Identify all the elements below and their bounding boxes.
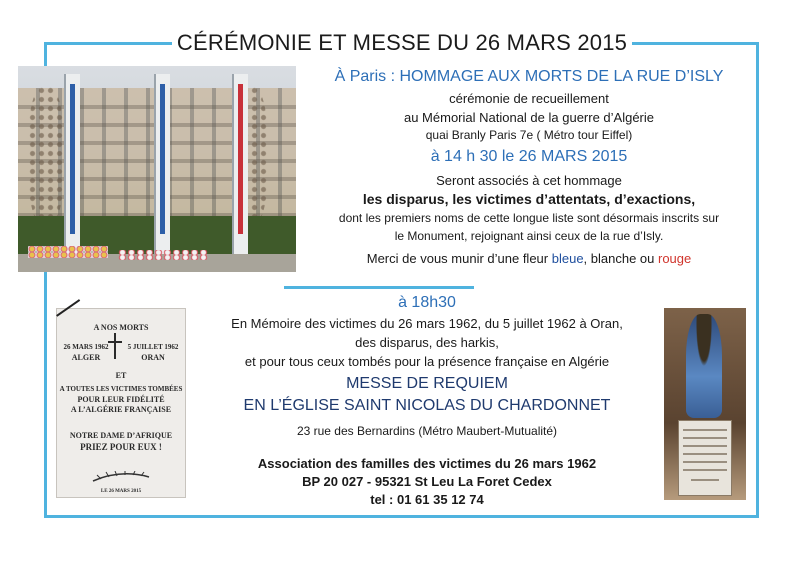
mass-line: En Mémoire des victimes du 26 mars 1962, du 5 juillet 1962 à Oran, bbox=[231, 316, 623, 331]
paris-flower-line bbox=[300, 251, 758, 266]
mass-address: 23 rue des Bernardins (Métro Maubert-Mutualité) bbox=[296, 424, 558, 438]
plaque-text: A NOS MORTS bbox=[93, 323, 149, 332]
page-title: CÉRÉMONIE ET MESSE DU 26 MARS 2015 bbox=[172, 28, 632, 58]
contact-org: Association des familles des victimes du 26 mars 1962 bbox=[257, 456, 597, 471]
pedestal-inscription bbox=[683, 437, 727, 439]
pedestal-inscription bbox=[683, 429, 727, 431]
statue-photo bbox=[664, 308, 746, 500]
memorial-photo bbox=[18, 66, 296, 272]
flower-red: rouge bbox=[658, 251, 692, 266]
pedestal-inscription bbox=[683, 445, 727, 447]
memorial-column bbox=[64, 74, 80, 254]
pedestal-inscription bbox=[683, 461, 727, 463]
mass-line: et pour tous ceux tombés pour la présence française en Algérie bbox=[244, 354, 610, 369]
plaque-text: PRIEZ POUR EUX ! bbox=[80, 442, 162, 452]
flowers bbox=[118, 250, 208, 260]
paris-heading bbox=[300, 68, 758, 86]
cross-icon bbox=[114, 333, 116, 359]
plaque-text: ALGER bbox=[71, 353, 101, 362]
memorial-column bbox=[154, 74, 170, 254]
flower-text: Merci de vous munir d’une fleur bbox=[366, 251, 552, 266]
paris-time: à 14 h 30 le 26 MARS 2015 bbox=[430, 148, 628, 165]
plaque-text: POUR LEUR FIDÉLITÉ bbox=[77, 395, 165, 404]
paris-line: quai Branly Paris 7e ( Métro tour Eiffel) bbox=[425, 128, 633, 142]
plaque-text: ET bbox=[115, 371, 127, 380]
pedestal-inscription bbox=[683, 469, 727, 471]
flower-text: , blanche ou bbox=[583, 251, 658, 266]
paris-victims: les disparus, les victimes d’attentats, d’exactions, bbox=[362, 191, 696, 207]
statue-figure bbox=[686, 314, 722, 418]
plaque-date: LE 26 MARS 2015 bbox=[100, 489, 142, 494]
section-divider bbox=[284, 286, 474, 289]
mass-title: MESSE DE REQUIEM bbox=[346, 375, 508, 392]
plaque-text: ORAN bbox=[141, 353, 165, 362]
palm-icon bbox=[91, 471, 151, 483]
mass-title: EN L’ÉGLISE SAINT NICOLAS DU CHARDONNET bbox=[243, 397, 611, 414]
paris-line: le Monument, rejoignant ainsi ceux de la rue d’Isly. bbox=[394, 229, 664, 243]
pedestal-inscription bbox=[691, 479, 719, 481]
mass-line: des disparus, des harkis, bbox=[355, 335, 499, 350]
mass-time: à 18h30 bbox=[398, 294, 456, 311]
paris-line: Seront associés à cet hommage bbox=[436, 173, 622, 188]
plaque-text: 26 MARS 1962 bbox=[63, 343, 109, 351]
plaque-text: NOTRE DAME D’AFRIQUE bbox=[69, 431, 173, 440]
plaque-photo bbox=[56, 308, 186, 498]
paris-prefix: À Paris : bbox=[334, 68, 400, 85]
paris-title: HOMMAGE AUX MORTS DE LA RUE D’ISLY bbox=[399, 68, 724, 85]
statue-pedestal bbox=[678, 420, 732, 496]
paris-line: dont les premiers noms de cette longue liste sont désormais inscrits sur bbox=[338, 211, 720, 225]
pedestal-inscription bbox=[683, 453, 727, 455]
contact-bp: BP 20 027 - 95321 St Leu La Foret Cedex bbox=[302, 474, 552, 489]
memorial-column bbox=[232, 74, 248, 254]
tree bbox=[28, 86, 64, 226]
flower-blue: bleue bbox=[551, 251, 584, 266]
paris-line: cérémonie de recueillement bbox=[449, 91, 609, 106]
flowers bbox=[28, 246, 108, 258]
contact-tel: tel : 01 61 35 12 74 bbox=[370, 492, 484, 507]
paris-line: au Mémorial National de la guerre d’Algérie bbox=[403, 110, 655, 125]
plaque-text: 5 JUILLET 1962 bbox=[127, 343, 179, 351]
plaque-text: A TOUTES LES VICTIMES TOMBÉES bbox=[59, 385, 183, 393]
plaque-text: A L’ALGÉRIE FRANÇAISE bbox=[70, 405, 172, 414]
